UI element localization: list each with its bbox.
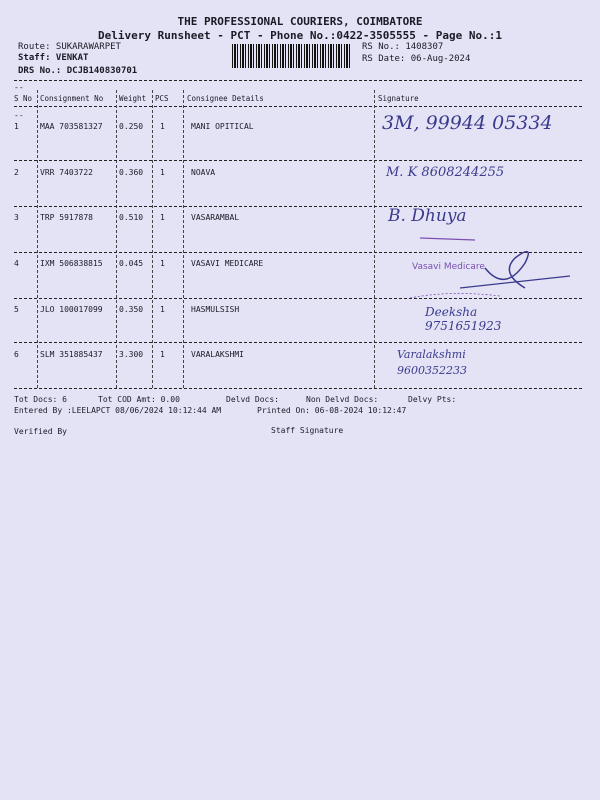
row-signature: 3M, 99944 05334 [382, 112, 553, 134]
printed-on: Printed On: 06-08-2024 10:12:47 [257, 406, 407, 415]
table-marker-2: -- [14, 111, 24, 120]
col-header-pcs: PCS [155, 94, 169, 103]
row-pcs: 1 [160, 213, 165, 222]
delivered-docs: Delvd Docs: [226, 395, 279, 404]
non-delivered-docs: Non Delvd Docs: [306, 395, 379, 404]
row-consignment: IXM 506838815 [40, 259, 103, 268]
row-consignee: HASMULSISH [191, 305, 240, 314]
row-consignment: JLO 100017099 [40, 305, 103, 314]
row-weight: 0.045 [119, 259, 144, 268]
row-sno: 3 [14, 213, 19, 222]
row-weight: 0.360 [119, 168, 144, 177]
col-header-consignment: Consignment No [40, 94, 104, 103]
row-weight: 3.300 [119, 350, 144, 359]
col-header-sno: S No [14, 94, 33, 103]
row-signature: Varalakshmi 9600352233 [397, 348, 467, 377]
company-title: THE PROFESSIONAL COURIERS, COIMBATORE [177, 15, 423, 28]
row-consignee: MANI OPITICAL [191, 122, 254, 131]
row-rule [14, 206, 582, 207]
stamp-scribble [400, 228, 580, 328]
row-pcs: 1 [160, 305, 165, 314]
row-signature: B. Dhuya [388, 206, 467, 226]
row-pcs: 1 [160, 168, 165, 177]
table-bottom-rule [14, 388, 582, 389]
table-header-rule [14, 106, 582, 107]
row-sno: 6 [14, 350, 19, 359]
row-sno: 2 [14, 168, 19, 177]
col-header-weight: Weight [119, 94, 147, 103]
total-cod: Tot COD Amt: 0.00 [98, 395, 180, 404]
row-consignee: NOAVA [191, 168, 216, 177]
col-sep [37, 90, 38, 388]
col-sep [152, 90, 153, 388]
rs-date: RS Date: 06-Aug-2024 [362, 54, 471, 64]
verified-by: Verified By [14, 427, 67, 436]
drs-number: DRS No.: DCJB140830701 [18, 66, 138, 76]
row-pcs: 1 [160, 259, 165, 268]
row-consignee: VASARAMBAL [191, 213, 240, 222]
row-rule [14, 160, 582, 161]
row-consignment: TRP 5917878 [40, 213, 93, 222]
row-consignment: MAA 703581327 [40, 122, 103, 131]
row-weight: 0.350 [119, 305, 144, 314]
col-sep [116, 90, 117, 388]
row-consignee: VARALAKSHMI [191, 350, 244, 359]
staff-label: Staff: VENKAT [18, 53, 89, 63]
row-sno: 5 [14, 305, 19, 314]
runsheet-title: Delivery Runsheet - PCT - Phone No.:0422-3505555 - Page No.:1 [98, 29, 502, 42]
col-sep [183, 90, 184, 388]
total-docs: Tot Docs: 6 [14, 395, 67, 404]
row-signature: Deeksha 9751651923 [425, 305, 502, 333]
row-signature: Vasavi Medicare [412, 262, 485, 272]
row-weight: 0.510 [119, 213, 144, 222]
col-sep [374, 90, 375, 388]
table-top-rule [14, 80, 582, 81]
delivery-points: Delvy Pts: [408, 395, 457, 404]
col-header-consignee: Consignee Details [187, 94, 264, 103]
table-marker: -- [14, 83, 24, 92]
row-consignee: VASAVI MEDICARE [191, 259, 264, 268]
row-sno: 4 [14, 259, 19, 268]
row-sno: 1 [14, 122, 19, 131]
row-rule [14, 342, 582, 343]
row-consignment: SLM 351885437 [40, 350, 103, 359]
row-pcs: 1 [160, 122, 165, 131]
row-weight: 0.250 [119, 122, 144, 131]
rs-number: RS No.: 1408307 [362, 42, 444, 52]
col-header-signature: Signature [378, 94, 419, 103]
row-consignment: VRR 7403722 [40, 168, 93, 177]
barcode [232, 44, 352, 68]
route-label: Route: SUKARAWARPET [18, 42, 121, 52]
row-signature: M. K 8608244255 [386, 165, 505, 180]
entered-by: Entered By :LEELAPCT 08/06/2024 10:12:44 AM [14, 406, 222, 415]
row-pcs: 1 [160, 350, 165, 359]
staff-signature: Staff Signature [271, 426, 344, 435]
